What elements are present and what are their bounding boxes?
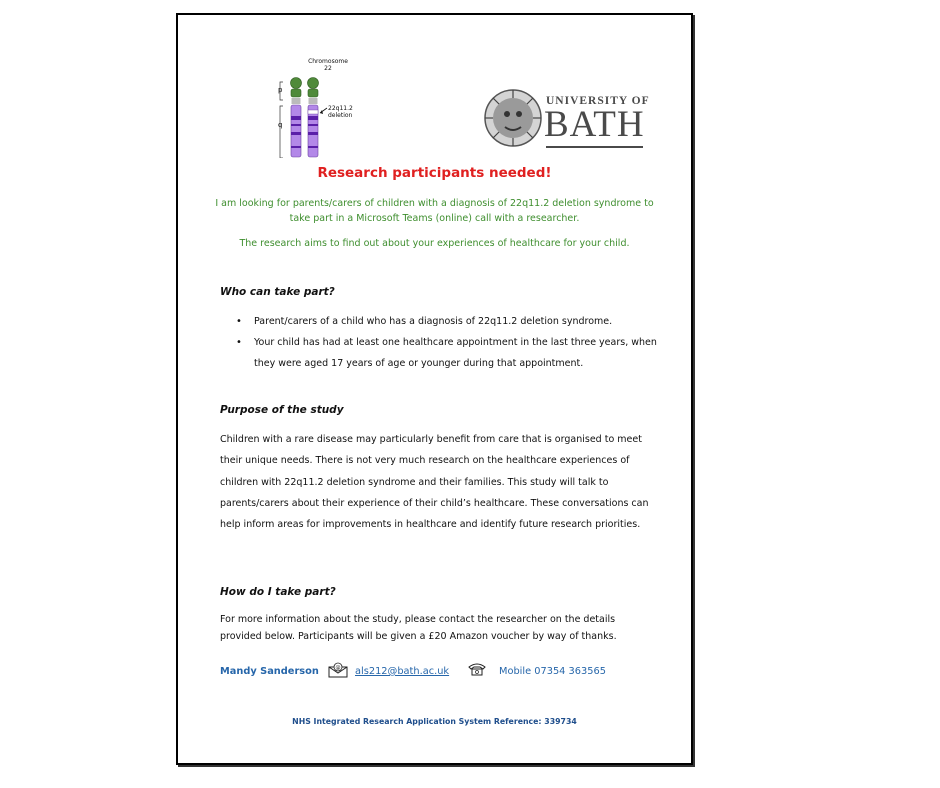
mobile-number: Mobile 07354 363565 <box>499 666 606 677</box>
intro-text: I am looking for parents/carers of children with a diagnosis of 22q11.2 deletion syndrome to take part in a Microsoft Teams (online) call with a researcher. <box>215 198 654 224</box>
svg-text:@: @ <box>335 665 341 671</box>
deletion-label: 22q11.2 deletion <box>328 105 353 119</box>
chromosome-illustration <box>263 58 373 158</box>
reference-number: NHS Integrated Research Application System Reference: 339734 <box>292 717 577 726</box>
email-envelope-icon <box>328 662 348 678</box>
purpose-text: Children with a rare disease may particularly benefit from care that is organised to meet their unique needs. There is not very much research on the healthcare experiences of children with 22q11.2 deletion syndrome and their families. This study will talk to parents/carers about their experience of their child’s healthcare. These conversations can help inform areas for improvements in healthcare and identify future research priorities. <box>220 434 649 531</box>
purpose-heading: Purpose of the study <box>220 404 344 416</box>
chromosome-number: 22 <box>324 65 332 72</box>
arm-q-label: q <box>278 121 283 129</box>
list-item: • Your child has had at least one healthcare appointment in the last three years, when they were aged 17 years of age or younger during that appointment. <box>220 332 660 374</box>
logo-bath-text: BATH <box>544 104 645 145</box>
email-link[interactable]: als212@bath.ac.uk <box>355 666 450 677</box>
list-item: • Parent/carers of a child who has a diagnosis of 22q11.2 deletion syndrome. <box>220 311 660 332</box>
logo-underline <box>546 146 643 148</box>
headline: Research participants needed! <box>317 165 552 181</box>
eligibility-list <box>220 311 660 374</box>
who-heading: Who can take part? <box>220 286 335 298</box>
telephone-icon <box>467 662 487 676</box>
contact-row <box>220 662 660 682</box>
arm-p-label: p <box>278 86 283 94</box>
chromosome-label: Chromosome <box>308 58 348 65</box>
how-heading: How do I take part? <box>220 586 336 598</box>
intro-aim-text: The research aims to find out about your experiences of healthcare for your child. <box>239 238 630 249</box>
logo-university-text: UNIVERSITY OF <box>546 95 650 107</box>
flyer-page <box>176 13 693 765</box>
researcher-name: Mandy Sanderson <box>220 666 319 677</box>
how-text: For more information about the study, please contact the researcher on the details provided below. Participants will be given a £20 Amazon voucher by way of thanks. <box>220 614 617 642</box>
